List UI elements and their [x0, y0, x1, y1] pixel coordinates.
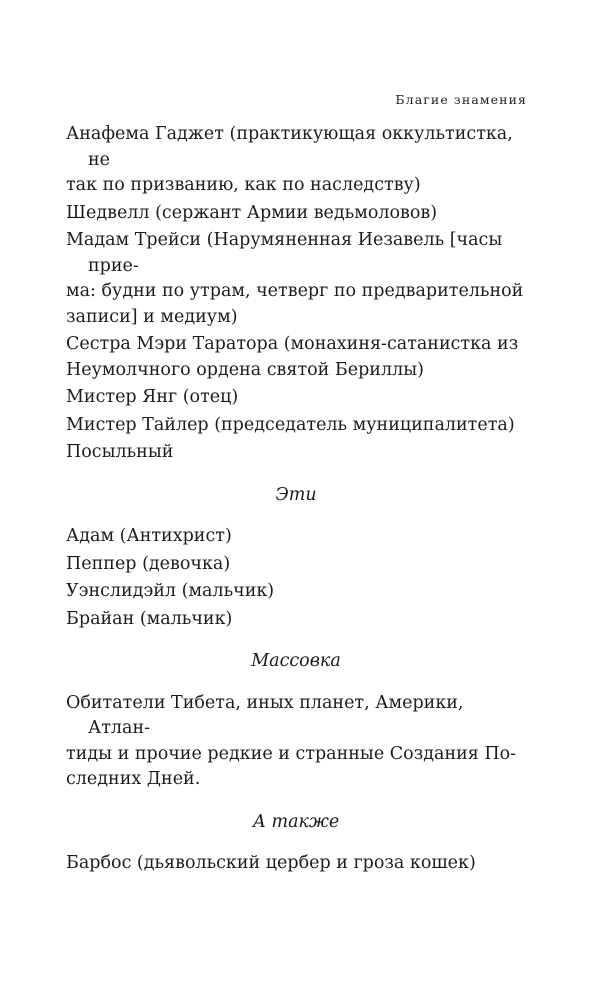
entry-line: Неумолчного ордена святой Бериллы)	[66, 359, 424, 380]
entry-line: Анафема Гаджет (практикующая оккультистка, не	[66, 124, 513, 170]
entry-line: Брайан (мальчик)	[66, 608, 233, 629]
cast-entry	[66, 440, 526, 466]
entry-line: ма: будни по утрам, четверг по предварительной	[66, 281, 524, 301]
cast-entry	[66, 691, 526, 793]
entry-line: Мадам Трейси (Нарумяненная Иезавель [часы прие-	[66, 230, 503, 276]
entry-line: тиды и прочие редкие и странные Создания По-	[66, 743, 517, 764]
section-heading-also: А также	[252, 811, 340, 832]
cast-entry	[66, 122, 526, 199]
entry-line: Пеппер (девочка)	[66, 553, 231, 574]
section-heading-extras: Массовка	[251, 651, 341, 671]
entry-line: записи] и медиум)	[66, 306, 238, 327]
cast-entry	[66, 851, 526, 877]
cast-entry	[66, 332, 526, 383]
cast-entry	[66, 552, 526, 578]
page-text-block	[66, 122, 526, 879]
cast-entry	[66, 385, 526, 411]
cast-entry	[66, 228, 526, 330]
entry-line: так по призванию, как по наследству)	[66, 175, 421, 195]
entry-line: Адам (Антихрист)	[66, 526, 232, 546]
entry-line: Барбос (дьявольский цербер и гроза кошек)	[66, 853, 476, 873]
entry-line: Уэнслидэйл (мальчик)	[66, 581, 275, 601]
entry-line: Сестра Мэри Таратора (монахиня-сатанистка из	[66, 334, 519, 354]
cast-list-also	[66, 851, 526, 877]
entry-line: следних Дней.	[66, 769, 201, 789]
cast-entry	[66, 579, 526, 605]
cast-list-main	[66, 122, 526, 466]
cast-entry	[66, 607, 526, 633]
entry-line: Посыльный	[66, 442, 174, 462]
entry-line: Шедвелл (сержант Армии ведьмоловов)	[66, 202, 438, 223]
entry-line: Обитатели Тибета, иных планет, Америки, Атлан-	[66, 692, 464, 738]
cast-entry	[66, 524, 526, 550]
cast-list-them	[66, 524, 526, 632]
entry-line: Мистер Тайлер (председатель муниципалитета)	[66, 414, 515, 435]
section-heading-them: Эти	[275, 484, 317, 505]
cast-entry	[66, 413, 526, 439]
cast-list-extras	[66, 691, 526, 793]
cast-entry	[66, 201, 526, 227]
entry-line: Мистер Янг (отец)	[66, 387, 239, 407]
running-head-title: Благие знамения	[395, 92, 527, 107]
